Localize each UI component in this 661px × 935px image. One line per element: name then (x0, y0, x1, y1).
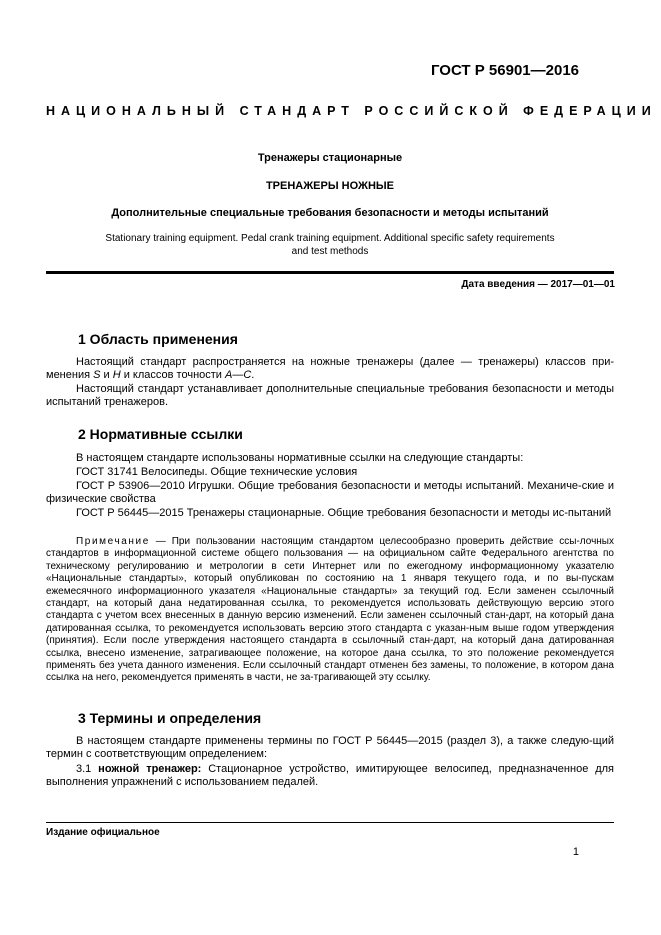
class-s: S (93, 369, 101, 381)
text-run: и классов точности (120, 369, 225, 381)
english-title-line-2: and test methods (291, 246, 369, 257)
section-1-paragraph-2: Настоящий стандарт устанавливает дополнительные специальные требования безопасности и методы испытаний тренажеров. (46, 383, 614, 408)
text-run: . (251, 369, 255, 381)
official-edition-label: Издание официальное (46, 827, 160, 838)
reference-3: ГОСТ Р 56445—2015 Тренажеры стационарные. Общие требования безопасности и методы ис-пытаний (76, 507, 612, 519)
section-2-note (46, 536, 614, 685)
text-run: Настоящий стандарт распространяется на ножные тренажеры (далее — тренажеры) классов при-менения (46, 356, 614, 381)
reference-2: ГОСТ Р 53906—2010 Игрушки. Общие требования безопасности и методы испытаний. Механиче-ские и физические свойства (46, 480, 614, 505)
term-name: ножной тренажер: (98, 763, 202, 775)
section-3-body (46, 735, 614, 789)
section-3-heading: 3 Термины и определения (78, 710, 262, 726)
class-h: H (112, 369, 121, 381)
section-1-paragraph-1 (46, 356, 614, 382)
section-1-heading: 1 Область применения (78, 331, 238, 347)
section-2-paragraph-1: В настоящем стандарте использованы нормативные ссылки на следующие стандарты: (76, 452, 524, 464)
note-paragraph (46, 536, 614, 685)
section-1-body (46, 356, 614, 409)
title-line-2: ТРЕНАЖЕРЫ НОЖНЫЕ (265, 180, 395, 192)
reference-1: ГОСТ 31741 Велосипеды. Общие технические условия (76, 466, 358, 478)
document-code: ГОСТ Р 56901—2016 (430, 62, 579, 79)
term-definition-text: Стационарное устройство, имитирующее велосипед, предназначенное для выполнения упражнений с использованием педалей. (46, 763, 614, 788)
introduction-date: Дата введения — 2017—01—01 (461, 279, 615, 290)
english-title-line-1: Stationary training equipment. Pedal crank training equipment. Additional specific safety requirements (105, 233, 555, 244)
accuracy-class-range: A—C (225, 369, 252, 381)
term-definition (46, 763, 614, 789)
note-label: Примечание (76, 536, 150, 547)
section-2-body (46, 452, 614, 520)
section-2-heading: 2 Нормативные ссылки (78, 426, 243, 442)
national-standard-banner: НАЦИОНАЛЬНЫЙ СТАНДАРТ РОССИЙСКОЙ ФЕДЕРАЦИИ (46, 104, 657, 118)
footer-divider (46, 822, 614, 823)
title-line-1: Тренажеры стационарные (257, 152, 403, 164)
page-number: 1 (572, 846, 579, 858)
section-3-paragraph-1: В настоящем стандарте применены термины по ГОСТ Р 56445—2015 (раздел 3), а также следую-щий термин с соответствующим определением: (46, 735, 614, 760)
term-number: 3.1 (76, 763, 99, 775)
english-title (46, 232, 614, 258)
note-text: — При пользовании настоящим стандартом целесообразно проверить действие ссы-лочных стандартов в информационной системе общего пользования — на официальном сайте Федерального агентства по техническому регулированию и метрологии в сети Интернет или по ежегодному информационному указателю «Национальные стандарты», который опубликован по состоянию на 1 января текущего года, и по вы-пускам ежемесячного информационного указателя «Национальные стандарты» за текущий год. Если заменен ссылочный стандарт, на который дана недатированная ссылка, то рекомендуется использовать действующую версию этого стандарта с учетом всех внесенных в данную версию изменений. Если заменен ссылочный стан-дарт, на который дана датированная ссылка, то рекомендуется использовать версию этого стандарта с указан-ным выше годом утверждения (принятия). Если после утверждения настоящего стандарта в ссылочный стан-дарт, на который дана датированная ссылка, внесено изменение, затрагивающее положение, на которое дана ссылка, то это положение рекомендуется применять без учета данного изменения. Если ссылочный стандарт отменен без замены, то положение, в котором дана ссылка на него, рекомендуется применять в части, не за-трагивающей эту ссылку. (46, 536, 614, 684)
title-divider (46, 271, 614, 274)
text-run: и (100, 369, 113, 381)
title-line-3: Дополнительные специальные требования безопасности и методы испытаний (111, 207, 549, 219)
